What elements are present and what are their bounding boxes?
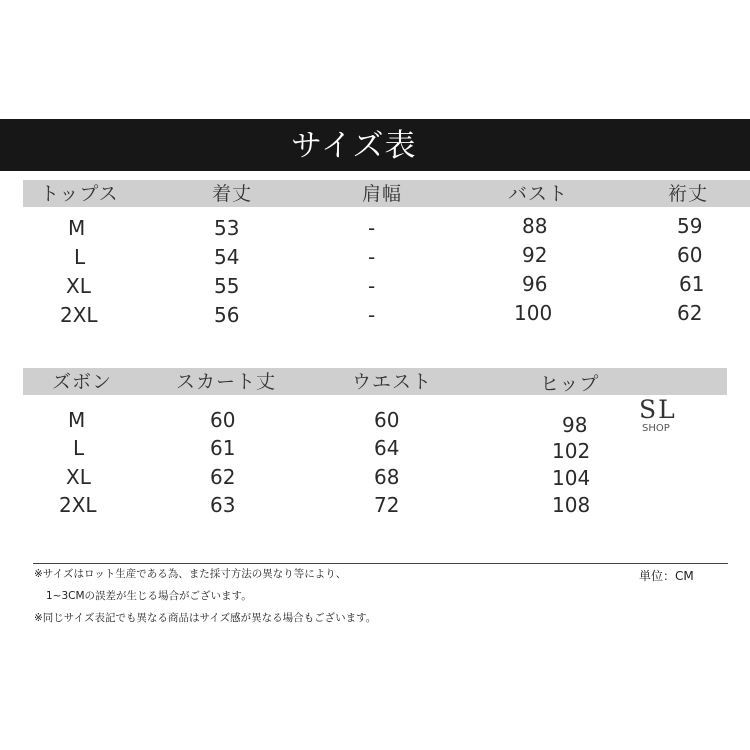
tops-shoulder-xl: -: [368, 274, 376, 298]
tops-bust-m: 88: [522, 214, 548, 238]
note-line-3: ※同じサイズ表記でも異なる商品はサイズ感が異なる場合もございます。: [34, 612, 377, 624]
bottoms-size-l: L: [73, 436, 85, 460]
tops-header-sleeve: 裄丈: [668, 183, 709, 205]
notes-divider: [33, 563, 728, 564]
tops-header-shoulder: 肩幅: [362, 183, 403, 205]
bottoms-waist-xl: 68: [374, 465, 400, 489]
tops-header-length: 着丈: [212, 183, 253, 205]
bottoms-skirt-l: 61: [210, 436, 236, 460]
tops-size-m: M: [68, 216, 86, 240]
bottoms-hip-2xl: 108: [552, 493, 591, 517]
bottoms-size-m: M: [68, 408, 86, 432]
bottoms-hip-l: 102: [552, 439, 591, 463]
bottoms-size-xl: XL: [66, 465, 91, 489]
bottoms-header-category: ズボン: [52, 371, 113, 393]
tops-length-2xl: 56: [214, 303, 240, 327]
tops-length-m: 53: [214, 216, 240, 240]
bottoms-waist-l: 64: [374, 436, 400, 460]
tops-bust-xl: 96: [522, 272, 548, 296]
tops-sleeve-m: 59: [677, 214, 703, 238]
tops-bust-2xl: 100: [514, 301, 553, 325]
bottoms-header-hip: ヒップ: [540, 373, 600, 395]
bottoms-size-2xl: 2XL: [59, 493, 97, 517]
unit-label: 単位：CM: [639, 569, 694, 583]
tops-size-2xl: 2XL: [60, 303, 98, 327]
tops-size-l: L: [74, 245, 86, 269]
tops-shoulder-l: -: [368, 245, 376, 269]
tops-shoulder-m: -: [368, 216, 376, 240]
shop-logo: [639, 397, 685, 437]
shop-logo-sub: SHOP: [642, 423, 670, 434]
tops-size-xl: XL: [66, 274, 91, 298]
note-line-2: 1~3CMの誤差が生じる場合がございます。: [46, 590, 252, 602]
note-line-1: ※サイズはロット生産である為、また採寸方法の異なり等により、: [34, 568, 347, 580]
bottoms-waist-m: 60: [374, 408, 400, 432]
tops-header-bust: バスト: [508, 183, 569, 205]
tops-sleeve-l: 60: [677, 243, 703, 267]
shop-logo-mark: SL: [639, 395, 677, 424]
bottoms-skirt-m: 60: [210, 408, 236, 432]
bottoms-hip-m: 98: [562, 413, 588, 437]
tops-header-category: トップス: [40, 183, 119, 205]
bottoms-waist-2xl: 72: [374, 493, 400, 517]
bottoms-header-skirt-length: スカート丈: [176, 371, 277, 393]
tops-sleeve-2xl: 62: [677, 301, 703, 325]
tops-length-xl: 55: [214, 274, 240, 298]
bottoms-skirt-xl: 62: [210, 465, 236, 489]
tops-length-l: 54: [214, 245, 240, 269]
bottoms-hip-xl: 104: [552, 466, 591, 490]
page-title: サイズ表: [291, 128, 417, 164]
tops-shoulder-2xl: -: [368, 303, 376, 327]
tops-sleeve-xl: 61: [679, 272, 705, 296]
bottoms-header-waist: ウエスト: [352, 371, 433, 393]
tops-bust-l: 92: [522, 243, 548, 267]
bottoms-skirt-2xl: 63: [210, 493, 236, 517]
